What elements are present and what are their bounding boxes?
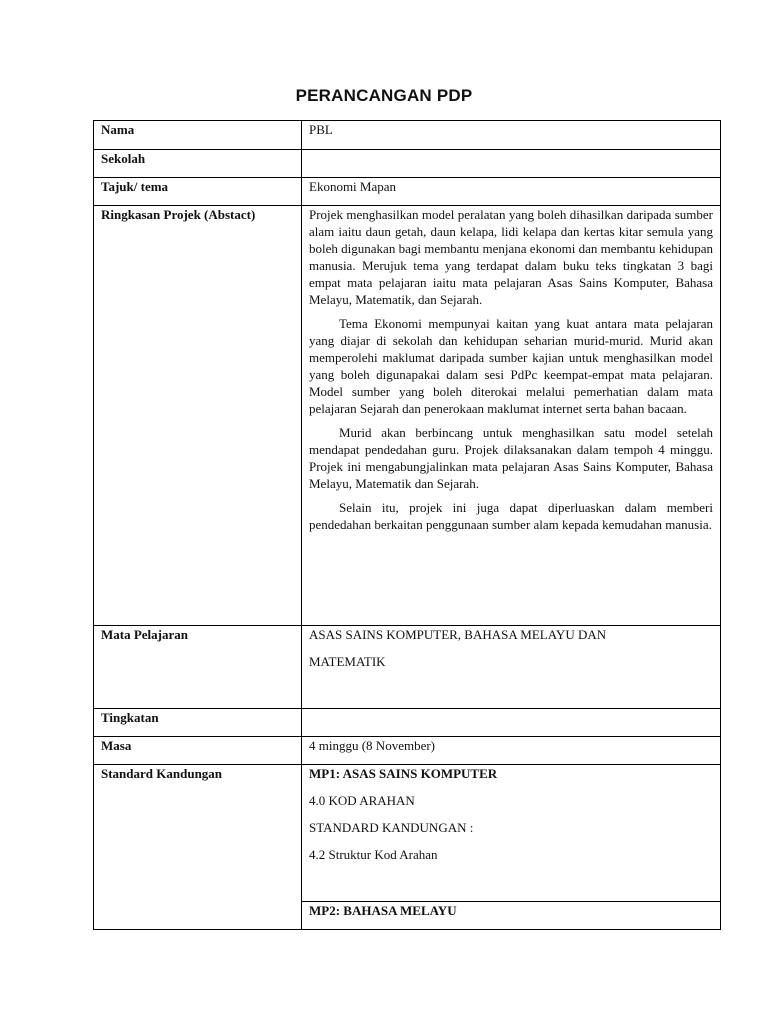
value-mp1 [302, 765, 721, 902]
label-sekolah: Sekolah [94, 150, 302, 178]
row-ringkasan [94, 206, 721, 626]
row-masa [94, 737, 721, 765]
label-ringkasan: Ringkasan Projek (Abstact) [94, 206, 302, 626]
value-tingkatan [302, 709, 721, 737]
label-standard-kandungan: Standard Kandungan [94, 765, 302, 930]
value-masa: 4 minggu (8 November) [302, 737, 721, 765]
row-mata-pelajaran [94, 626, 721, 709]
value-sekolah [302, 150, 721, 178]
mp1-line-2: STANDARD KANDUNGAN : [309, 820, 474, 835]
value-mp2 [302, 902, 721, 930]
mp1-heading: MP1: ASAS SAINS KOMPUTER [309, 766, 498, 781]
lesson-plan-table [93, 120, 721, 930]
row-tajuk [94, 178, 721, 206]
label-tajuk: Tajuk/ tema [94, 178, 302, 206]
label-mata-pelajaran: Mata Pelajaran [94, 626, 302, 709]
row-sekolah [94, 150, 721, 178]
subjects-line-2: MATEMATIK [309, 654, 386, 669]
mp1-line-3: 4.2 Struktur Kod Arahan [309, 847, 438, 862]
label-tingkatan: Tingkatan [94, 709, 302, 737]
document-title: PERANCANGAN PDP [295, 86, 473, 105]
label-masa: Masa [94, 737, 302, 765]
subjects-line-1: ASAS SAINS KOMPUTER, BAHASA MELAYU DAN [309, 627, 607, 642]
value-ringkasan [302, 206, 721, 626]
mp1-line-1: 4.0 KOD ARAHAN [309, 793, 415, 808]
row-nama [94, 121, 721, 150]
abstract-paragraph-1: Projek menghasilkan model peralatan yang boleh dihasilkan daripada sumber alam iaitu daun getah, daun kelapa, lidi kelapa dan kertas kitar semula yang boleh digunakan bagi membantu menjana ekonomi dan membantu kehidupan manusia. Merujuk tema yang terdapat dalam buku teks tingkatan 3 bagi empat mata pelajaran iaitu mata pelajaran Asas Sains Komputer, Bahasa Melayu, Matematik, dan Sejarah. [309, 207, 713, 307]
abstract-paragraph-2: Tema Ekonomi mempunyai kaitan yang kuat antara mata pelajaran yang diajar di sekolah dan kehidupan seharian murid-murid. Murid akan memperolehi maklumat daripada sumber kajian untuk menghasilkan model yang boleh digunapakai dalam sesi PdPc keempat-empat mata pelajaran. Model sumber yang boleh diterokai melalui pemerhatian dalam mata pelajaran Sejarah dan penerokaan maklumat internet serta bahan bacaan. [309, 316, 713, 416]
row-tingkatan [94, 709, 721, 737]
abstract-paragraph-4: Selain itu, projek ini juga dapat diperluaskan dalam memberi pendedahan berkaitan penggunaan sumber alam kepada kemudahan manusia. [309, 500, 713, 532]
value-tajuk: Ekonomi Mapan [302, 178, 721, 206]
abstract-paragraph-3: Murid akan berbincang untuk menghasilkan satu model setelah mendapat pendedahan guru. Projek dilaksanakan dalam tempoh 4 minggu. Projek ini mengabungjalinkan mata pelajaran Asas Sains Komputer, Bahasa Melayu, Matematik dan Sejarah. [309, 425, 713, 491]
label-nama: Nama [94, 121, 302, 150]
row-standard-kandungan [94, 765, 721, 902]
value-mata-pelajaran [302, 626, 721, 709]
mp2-heading: MP2: BAHASA MELAYU [309, 903, 457, 918]
value-nama: PBL [302, 121, 721, 150]
